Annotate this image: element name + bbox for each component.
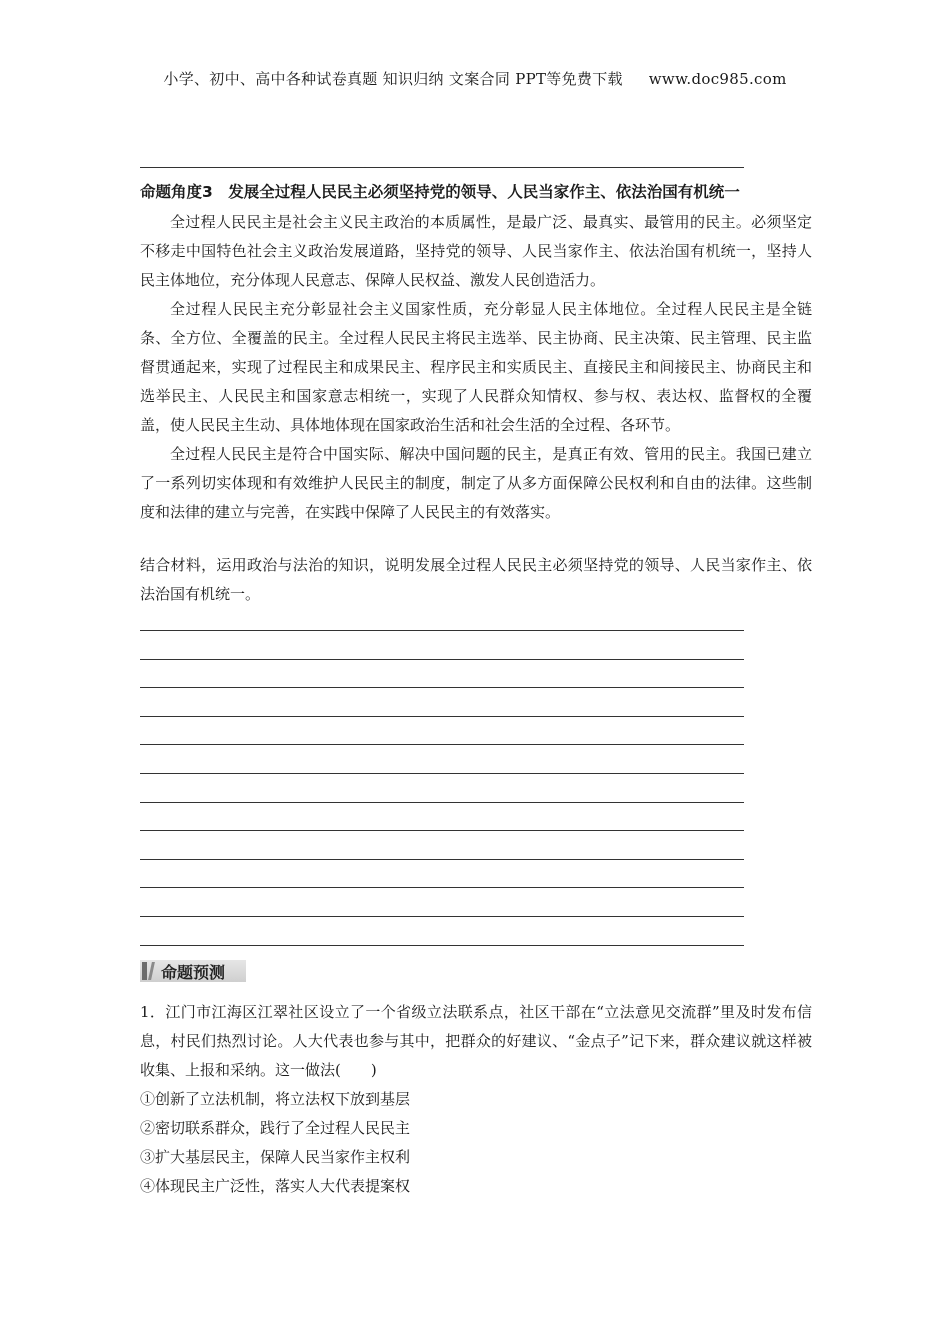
material-paragraphs [140,208,812,527]
question-1 [140,998,812,1201]
question-1-stem: 1．江门市江海区江翠社区设立了一个省级立法联系点，社区干部在“立法意见交流群”里及时发布信息，村民们热烈讨论。人大代表也参与其中，把群众的好建议、“金点子”记下来，群众建议就这样被收集、上报和采纳。这一做法( ) [140,1003,812,1079]
header-text: 小学、初中、高中各种试卷真题 知识归纳 文案合同 PPT等免费下载 [163,70,623,88]
answer-line [140,916,744,917]
header-site-link[interactable]: www.doc985.com [648,70,787,88]
answer-line [140,630,744,631]
answer-line [140,802,744,803]
answer-line [140,773,744,774]
material-paragraph-2: 全过程人民民主充分彰显社会主义国家性质，充分彰显人民主体地位。全过程人民民主是全链条、全方位、全覆盖的民主。全过程人民民主将民主选举、民主协商、民主决策、民主管理、民主监督贯通起来，实现了过程民主和成果民主、程序民主和实质民主、直接民主和间接民主、协商民主和选举民主、人民民主和国家意志相统一，实现了人民群众知情权、参与权、表达权、监督权的全覆盖，使人民民主生动、具体地体现在国家政治生活和社会生活的全过程、各环节。 [140,300,812,434]
answer-line [140,659,744,660]
material-paragraph-3: 全过程人民民主是符合中国实际、解决中国问题的民主，是真正有效、管用的民主。我国已建立了一系列切实体现和有效维护人民民主的制度，制定了从多方面保障公民权利和自由的法律。这些制度和法律的建立与完善，在实践中保障了人民民主的有效落实。 [140,445,812,521]
material-paragraph-1: 全过程人民民主是社会主义民主政治的本质属性，是最广泛、最真实、最管用的民主。必须坚定不移走中国特色社会主义政治发展道路，坚持党的领导、人民当家作主、依法治国有机统一，坚持人民主体地位，充分体现人民意志、保障人民权益、激发人民创造活力。 [140,213,812,289]
section-marker-icon [148,962,155,980]
option-2: ②密切联系群众，践行了全过程人民民主 [140,1119,411,1137]
section-marker-icon [142,962,147,980]
top-answer-line [140,167,744,168]
answer-lines [140,630,744,973]
answer-line [140,859,744,860]
answer-line [140,887,744,888]
option-3: ③扩大基层民主，保障人民当家作主权利 [140,1148,411,1166]
option-1: ①创新了立法机制，将立法权下放到基层 [140,1090,411,1108]
page-header [0,68,950,89]
section-heading-label: 命题预测 [161,962,226,982]
answer-line [140,716,744,717]
answer-line [140,687,744,688]
answer-line [140,744,744,745]
answer-line [140,945,744,946]
option-4: ④体现民主广泛性，落实人大代表提案权 [140,1177,411,1195]
question-prompt: 结合材料，运用政治与法治的知识，说明发展全过程人民民主必须坚持党的领导、人民当家作主、依法治国有机统一。 [140,556,812,603]
angle-title: 命题角度3 发展全过程人民民主必须坚持党的领导、人民当家作主、依法治国有机统一 [140,183,740,201]
section-heading [140,960,246,982]
answer-line [140,830,744,831]
